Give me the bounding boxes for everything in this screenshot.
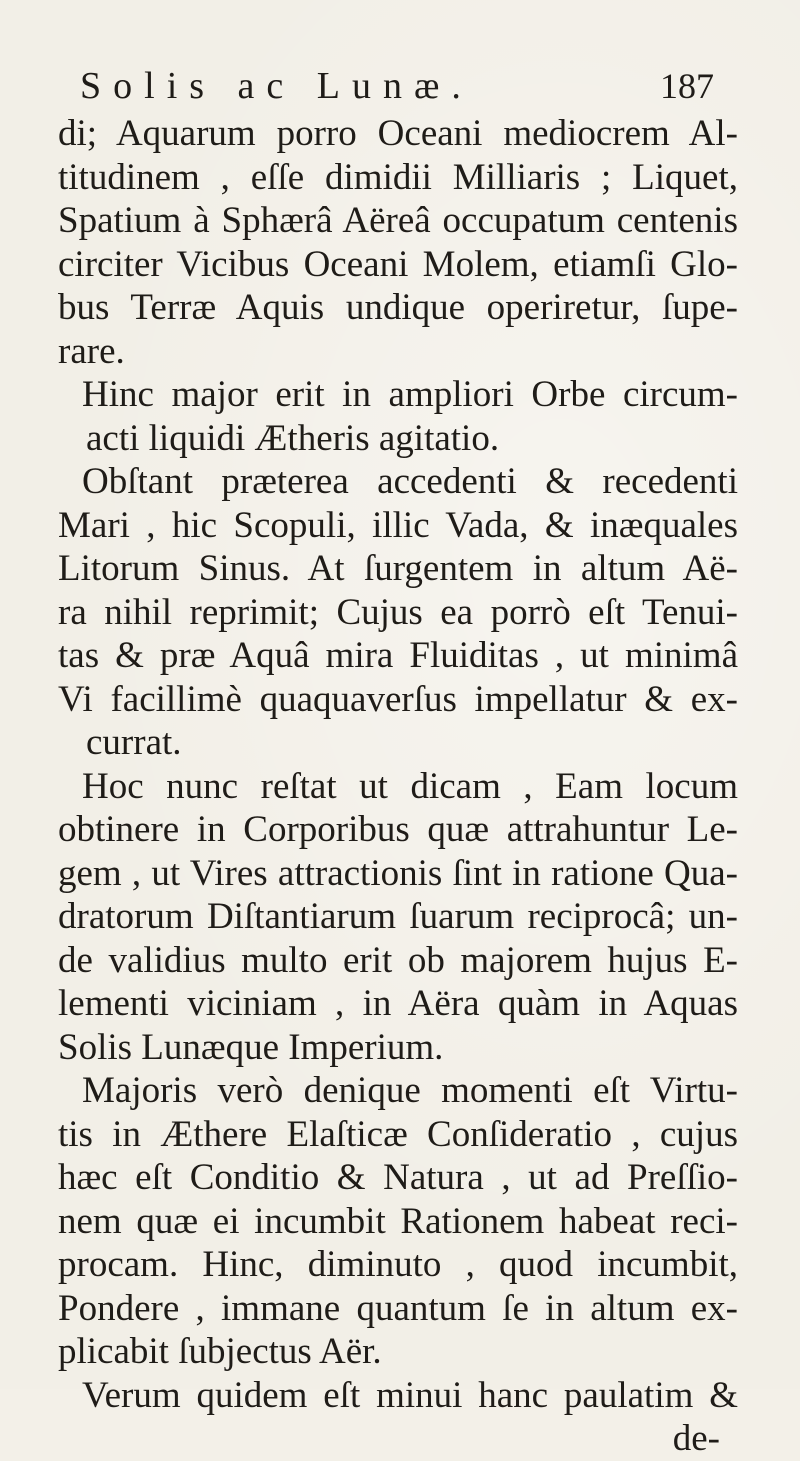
text-line: tis in Æthere Elaſticæ Conſideratio , cujus [58, 1113, 738, 1155]
text-line: di; Aquarum porro Oceani mediocrem Al- [58, 113, 738, 154]
text-line: Obſtant præterea accedenti & recedenti [82, 461, 738, 502]
text-line: Pondere , immane quantum ſe in altum ex- [58, 1287, 738, 1329]
text-line: tas & præ Aquâ mira Fluiditas , ut minimâ [58, 635, 738, 676]
text-line: bus Terræ Aquis undique operiretur, ſupe- [58, 287, 738, 328]
text-line: acti liquidi Ætheris agitatio. [86, 417, 500, 459]
text-line: rare. [58, 330, 125, 372]
text-line: titudinem , eſſe dimidii Milliaris ; Liquet, [58, 156, 738, 198]
text-line: Solis Lunæque Imperium. [58, 1026, 444, 1068]
text-line: plicabit ſubjectus Aër. [58, 1331, 382, 1372]
text-line: hæc eſt Conditio & Natura , ut ad Preſſio- [58, 1157, 738, 1198]
text-line: Hoc nunc reſtat ut dicam , Eam locum [82, 765, 738, 807]
page-number: 187 [660, 66, 714, 106]
text-line: Vi facillimè quaquaverſus impellatur & ex- [58, 678, 738, 720]
text-line: currat. [86, 722, 182, 763]
text-line: nem quæ ei incumbit Rationem habeat reci- [58, 1200, 738, 1242]
text-line: gem , ut Vires attractionis ſint in ratione Qua- [58, 852, 738, 894]
text-line: Spatium à Sphærâ Aëreâ occupatum centenis [58, 200, 738, 241]
body-text [58, 112, 738, 1461]
text-line: Majoris verò denique momenti eſt Virtu- [82, 1070, 738, 1111]
text-line: obtinere in Corporibus quæ attrahuntur Le- [58, 809, 738, 850]
text-line: de validius multo erit ob majorem hujus E- [58, 939, 738, 981]
catchword: de- [672, 1418, 720, 1459]
text-line: Verum quidem eſt minui hanc paulatim & [82, 1374, 738, 1416]
text-line: procam. Hinc, diminuto , quod incumbit, [58, 1244, 738, 1285]
text-line: Hinc major erit in ampliori Orbe circum- [82, 374, 738, 415]
text-line: Litorum Sinus. At ſurgentem in altum Aë- [58, 548, 738, 589]
text-line: dratorum Diſtantiarum ſuarum reciprocâ; un- [58, 896, 738, 937]
text-line: lementi viciniam , in Aëra quàm in Aquas [58, 983, 738, 1024]
text-line: ra nihil reprimit; Cujus ea porrò eſt Tenui- [58, 591, 738, 633]
page-header [80, 62, 720, 110]
running-head: Solis ac Lunæ. [80, 65, 473, 107]
text-line: Mari , hic Scopuli, illic Vada, & inæquales [58, 504, 738, 546]
text-line: circiter Vicibus Oceani Molem, etiamſi Glo- [58, 243, 738, 285]
